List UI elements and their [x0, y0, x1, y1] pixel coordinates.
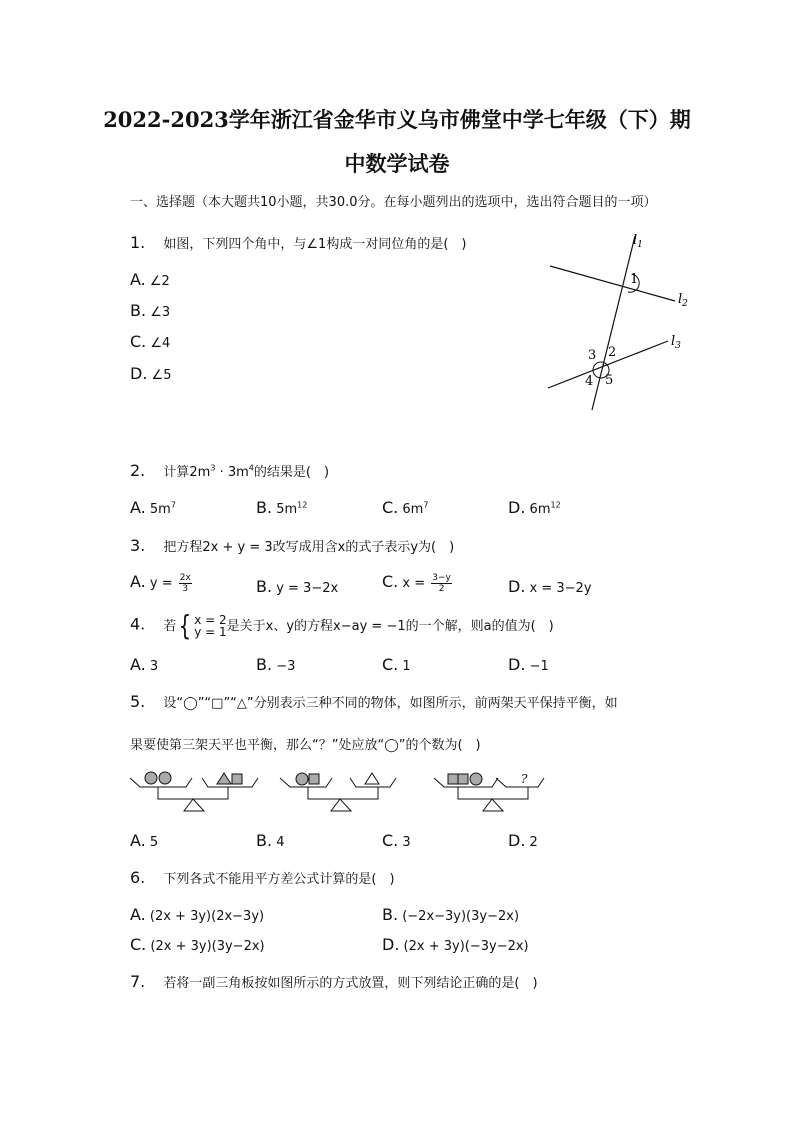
- option-b: B. 4: [256, 831, 285, 850]
- option-c: C. $6m^7$: [382, 498, 429, 517]
- question-5: [130, 692, 618, 711]
- parallel-lines-figure: [540, 228, 700, 418]
- option-a: A. y = $\frac{2x}{3}$: [130, 572, 191, 594]
- option-a: A. $5m^7$: [130, 498, 176, 517]
- label-l1: $l_1$: [633, 233, 643, 250]
- question-number: 1.: [130, 233, 146, 252]
- balance-scale-1: [130, 772, 258, 811]
- option-a: A. 3: [130, 655, 159, 674]
- question-stem-line2: 果要使第三架天平也平衡，那么“？”处应放“◯”的个数为( ): [130, 738, 481, 753]
- fraction: $\frac{3-y}{2}$: [432, 573, 451, 594]
- balance-scales-figure: [128, 765, 558, 815]
- question-number: 5.: [130, 692, 146, 711]
- question-stem: 下列各式不能用平方差公式计算的是( ): [163, 872, 395, 887]
- option-d: D. 2: [508, 831, 538, 850]
- option-b: B. $5m^{12}$: [256, 498, 308, 517]
- fraction: $\frac{2x}{3}$: [179, 573, 191, 594]
- option-d: D. ∠5: [130, 364, 172, 383]
- option-d: D. (2x + 3y)(−3y−2x): [382, 935, 529, 954]
- angle-3-label: 3: [588, 348, 597, 363]
- question-1: [130, 233, 466, 252]
- doc-title-line2: 中数学试卷: [344, 151, 450, 176]
- question-number: 6.: [130, 868, 146, 887]
- question-number: 4.: [130, 614, 146, 634]
- option-c: C. 3: [382, 831, 411, 850]
- angle-5-label: 5: [605, 373, 614, 388]
- option-b: B. (−2x−3y)(3y−2x): [382, 905, 520, 924]
- option-c: C. x = $\frac{3-y}{2}$: [382, 572, 451, 594]
- question-6: [130, 868, 395, 887]
- question-stem: 计算$2m^3 \cdot 3m^4$的结果是( ): [163, 463, 330, 480]
- option-c: C. 1: [382, 655, 411, 674]
- equation-system: x = 2 y = 1: [194, 613, 227, 639]
- option-a: A. ∠2: [130, 270, 170, 289]
- option-b: B. ∠3: [130, 301, 171, 320]
- question-3: [130, 536, 454, 555]
- question-stem-line1: 设“◯”“□”“△”分别表示三种不同的物体，如图所示，前两架天平保持平衡，如: [163, 696, 618, 711]
- option-a: A. (2x + 3y)(2x−3y): [130, 905, 265, 924]
- option-c: C. (2x + 3y)(3y−2x): [130, 935, 265, 954]
- section-heading: 一、选择题（本大题共10小题，共30.0分。在每小题列出的选项中，选出符合题目的一项）: [130, 195, 657, 210]
- question-number: 7.: [130, 972, 146, 991]
- option-b: B. y = 3−2x: [256, 577, 339, 596]
- question-stem: 如图，下列四个角中，与∠1构成一对同位角的是( ): [163, 237, 467, 252]
- label-l2: $l_2$: [678, 292, 688, 309]
- balance-scale-3: [434, 773, 544, 811]
- question-number: 3.: [130, 536, 146, 555]
- option-d: D. $6m^{12}$: [508, 498, 561, 517]
- question-stem: 把方程2x + y = 3改写成用含x的式子表示y为( ): [163, 540, 455, 555]
- option-a: A. 5: [130, 831, 159, 850]
- question-2: [130, 461, 329, 480]
- angle-1-label: 1: [630, 272, 639, 287]
- line-l2: [550, 266, 675, 301]
- question-4: [130, 609, 554, 642]
- question-stem: 若将一副三角板按如图所示的方式放置，则下列结论正确的是( ): [163, 976, 538, 991]
- question-7: [130, 972, 538, 991]
- balance-scale-2: [280, 773, 396, 811]
- angle-2-label: 2: [608, 345, 617, 360]
- doc-title-line1: 2022-2023学年浙江省金华市义乌市佛堂中学七年级（下）期: [103, 107, 691, 132]
- question-number: 2.: [130, 461, 146, 480]
- line-l1: [592, 236, 635, 410]
- question-stem: 若{ x = 2 y = 1是关于x、y的方程x−ay = −1的一个解，则a的值为( ): [163, 609, 554, 642]
- option-d: D. x = 3−2y: [508, 577, 592, 596]
- option-d: D. −1: [508, 655, 549, 674]
- label-l3: $l_3$: [671, 334, 681, 351]
- question-mark-label: ?: [521, 772, 528, 786]
- option-b: B. −3: [256, 655, 296, 674]
- angle-4-label: 4: [585, 374, 594, 389]
- option-c: C. ∠4: [130, 332, 171, 351]
